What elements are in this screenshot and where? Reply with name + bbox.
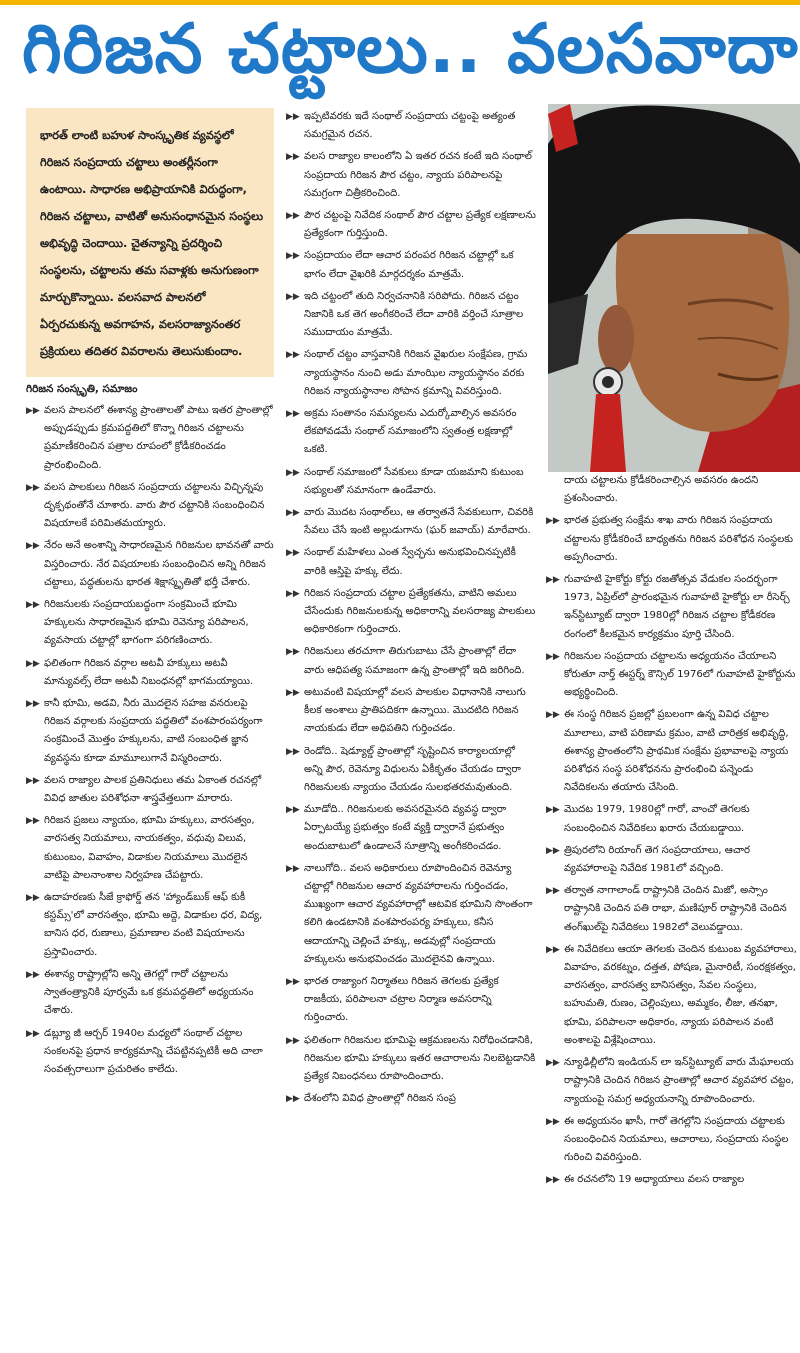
list-item: ▶▶ ఈ రచనలోని 19 అధ్యాయాలు వలస రాజ్యాల [546, 1171, 798, 1189]
list-item: ▶▶ ఈ నివేదికలు ఆయా తెగలకు చెందిన కుటుంబ వ్యవహారాలు, వివాహం, వరకట్నం, దత్తత, పోషణ, మైనారిటీ, సంరక్షకత్వం, వారసత్వం, వారసత్వ బానిసత్వం, సేవల సంస్థలు, బహుమతి, రుణం, చెల్లింపులు, అమ్మకం, లీజు, తనఖా, భూమి, పరిపాలనా అధికారం, న్యాయ పరిపాలన వంటి అంశాలపై విశ్లేషించాయి. [546, 941, 798, 1050]
list-item: ▶▶ ఫలితంగా గిరిజనుల భూమిపై ఆక్రమణలను నిరోధించడానికి, గిరిజనుల భూమి హక్కులు ఇతర ఆచారాలను నిలబెట్టడానికి ప్రత్యేక నిబంధనలు రూపొందించారు. [286, 1032, 536, 1087]
bullet-arrow-icon: ▶▶ [286, 1035, 300, 1046]
bullet-arrow-icon: ▶▶ [26, 541, 40, 552]
bullet-arrow-icon: ▶▶ [26, 482, 40, 493]
list-item: ▶▶ గువాహటి హైకోర్టు కోర్టు రజతోత్సవ వేడుకల సందర్భంగా 1973, ఏప్రిల్‌లో ప్రారంభమైన గువాహటి హైకోర్టు లా రీసెర్చ్ ఇన్‌స్టిట్యూట్ ద్వారా 1980ల్లో గిరిజన చట్టాల క్రోడీకరణ రంగంలో కీలకమైన కార్యక్రమం పూర్తి చేసింది. [546, 571, 798, 644]
list-item: ▶▶ గిరిజన సంప్రదాయ చట్టాల ప్రత్యేకతను, వాటిని అమలు చేసేందుకు గిరిజనులకున్న అధికారాన్ని వలసరాజ్య పాలకులు అధికారికంగా గుర్తించారు. [286, 585, 536, 640]
bullet-arrow-icon: ▶▶ [26, 1028, 40, 1039]
section-subhead: గిరిజన సంస్కృతి, సమాజం [26, 383, 138, 395]
list-item: ▶▶ సంప్రదాయం లేదా ఆచార పరంపర గిరిజన చట్టాల్లో ఒక భాగం లేదా వైఖరికి మార్గదర్శకం మాత్రమే. [286, 247, 536, 283]
bullet-arrow-icon: ▶▶ [286, 350, 300, 361]
list-item: ▶▶ ఈ సంస్థ గిరిజన ప్రజల్లో ప్రబలంగా ఉన్న వివిధ చట్టాల మూలాలు, వాటి పరిణామ క్రమం, వాటి చారిత్రక అభివృద్ధి, ఈశాన్య ప్రాంతంలోని ప్రాథమిక సంక్షేమ ప్రభావాలపై న్యాయ పరిశోధన సంస్థ పరిశోధనను ప్రారంభించి పన్నెండు నివేదికలను తయారు చేసింది. [546, 706, 798, 797]
col3-bullet-list [546, 512, 798, 1189]
bullet-arrow-icon: ▶▶ [26, 775, 40, 786]
bullet-arrow-icon: ▶▶ [286, 409, 300, 420]
column-2 [286, 108, 536, 1353]
column-3 [546, 472, 798, 1353]
list-item: ▶▶ ఈ అధ్యయనం ఖాసీ, గారో తెగల్లోని సంప్రదాయ చట్టాలకు సంబంధించిన నియమాలు, ఆచారాలు, సంప్రదాయ సంస్థల గురించి వివరిస్తుంది. [546, 1113, 798, 1168]
list-item: ▶▶ ఉదాహరణకు సీజే క్రాఫోర్డ్ తన 'హ్యాండ్‌బుక్ ఆఫ్ కుకీ కస్టమ్స్‌'లో వారసత్వం, భూమి అద్దె, విడాకుల ధర, విద్య, బానిస ధర, రుణాలు, ప్రమాణాల వంటి విషయాలను ప్రస్తావించారు. [26, 889, 274, 962]
bullet-arrow-icon: ▶▶ [26, 699, 40, 710]
list-item: ▶▶ ఇది చట్టంలో తుది నిర్వచనానికి సరిపోదు. గిరిజన చట్టం నిజానికి ఒక తెగ అంగీకరించే లేదా వారికి వర్తించే సూత్రాల సముదాయం మాత్రమే. [286, 288, 536, 343]
tribal-elder-image [548, 104, 800, 472]
article-photo [548, 104, 800, 472]
list-item: ▶▶ ఈశాన్య రాష్ట్రాల్లోని అన్ని తెగల్లో గారో చట్టాలను స్వాతంత్ర్యానికి పూర్వమే ఒక క్రమపద్ధతిలో అధ్యయనం చేశారు. [26, 966, 274, 1021]
bullet-arrow-icon: ▶▶ [546, 651, 560, 662]
bullet-arrow-icon: ▶▶ [546, 516, 560, 527]
bullet-arrow-icon: ▶▶ [546, 944, 560, 955]
list-item: ▶▶ గిరిజనులు తరచూగా తిరుగుబాటు చేసే ప్రాంతాల్లో లేదా వారు ఆధిపత్య సమాజంగా ఉన్న ప్రాంతాల్లో ఇది జరిగింది. [286, 643, 536, 679]
intro-box: భారత్ లాంటి బహుళ సాంస్కృతిక వ్యవస్థలో గిరిజన సంప్రదాయ చట్టాలు అంతర్లీనంగా ఉంటాయి. సాధారణ అభిప్రాయానికి విరుద్ధంగా, గిరిజన చట్టాలు, వాటితో అనుసంధానమైన సంస్థలు అభివృద్ధి చెందాయి. చైతన్యాన్ని ప్రదర్శించి సంస్థలను, చట్టాలను తమ సవాళ్లకు అనుగుణంగా మార్చుకొన్నాయి. వలసవాద పాలనలో ఏర్పరచుకున్న అవగాహన, వలసరాజ్యానంతర ప్రక్రియలు తదితర వివరాలను తెలుసుకుందాం. [26, 108, 274, 377]
list-item: ▶▶ నాలుగోది.. వలస అధికారులు రూపొందించిన రెవెన్యూ చట్టాల్లో గిరిజనుల ఆచార వ్యవహారాలను గుర్తించడం, ముఖ్యంగా ఆచార వ్యవహారాల్లో ఆటవిక భూమిని సొంతంగా కలిగి ఉండటానికి వంశపారంపర్య హక్కులు, కనీస ఆదాయాన్ని చెల్లించే హక్కు, అడవుల్లో సంప్రదాయ హక్కులను అనుభవించడం మొదలైనవి ఉన్నాయి. [286, 860, 536, 969]
bullet-arrow-icon: ▶▶ [286, 687, 300, 698]
bullet-arrow-icon: ▶▶ [546, 886, 560, 897]
bullet-arrow-icon: ▶▶ [546, 575, 560, 586]
list-item: ▶▶ పౌర చట్టంపై నివేదిక సంథాల్ పౌర చట్టాల ప్రత్యేక లక్షణాలను ప్రత్యేకంగా గుర్తిస్తుంది. [286, 207, 536, 243]
list-item: ▶▶ న్యూఢిల్లీలోని ఇండియన్ లా ఇన్‌స్టిట్యూట్ వారు మేఘాలయ రాష్ట్రానికి చెందిన గిరిజన ప్రాంతాల్లో ఆచార వ్యవహార చట్టం, న్యాయంపై సమగ్ర అధ్యయనాన్ని రూపొందించారు. [546, 1054, 798, 1109]
list-item: ▶▶ డబ్ల్యూ జీ ఆర్చర్ 1940ల మధ్యలో సంథాల్ చట్టాల సంకలనపై ప్రధాన కార్యక్రమాన్ని చేపట్టినప్పటికీ అది చాలా సంవత్సరాలుగా ప్రచురితం కాలేదు. [26, 1025, 274, 1080]
bullet-arrow-icon: ▶▶ [286, 152, 300, 163]
list-item: ▶▶ వారు మొదట సంథాల్‌లు, ఆ తర్వాతనే సేవకులుగా, చివరికి సేవలు చేసే ఇంటి అల్లుడుగాను (ఘర్ జవాయ్) మారేవారు. [286, 504, 536, 540]
bullet-arrow-icon: ▶▶ [286, 548, 300, 559]
list-item: ▶▶ తర్వాత నాగాలాండ్ రాష్ట్రానికి చెందిన మిజో, అస్సాం రాష్ట్రానికి చెందిన పతి రాభా, మణిపూర్ రాష్ట్రానికి చెందిన తంగ్‌ఖుల్‌పై నివేదికలు 1982లో వెలువడ్డాయి. [546, 882, 798, 937]
list-item: ▶▶ వలస రాజ్యాల పాలక ప్రతినిధులు తమ ఏకాంత రచనల్లో వివిధ జాతుల పరిశోధనా శాస్త్రవేత్తలుగా మారారు. [26, 772, 274, 808]
bullet-arrow-icon: ▶▶ [286, 1094, 300, 1105]
list-item: ▶▶ వలస పాలకులు గిరిజన సంప్రదాయ చట్టాలను విచ్ఛిన్నపు దృక్పథంతోనే చూశారు. వారు పౌర చట్టానికి సంబంధించిన విషయాలకే పరిమితమయ్యారు. [26, 479, 274, 534]
bullet-arrow-icon: ▶▶ [286, 467, 300, 478]
list-item: ▶▶ సంథాల్ మహిళలు ఎంత స్వేచ్ఛను అనుభవించినప్పటికీ వారికి ఆస్తిపై హక్కు లేదు. [286, 544, 536, 580]
bullet-arrow-icon: ▶▶ [26, 658, 40, 669]
bullet-arrow-icon: ▶▶ [546, 710, 560, 721]
bullet-arrow-icon: ▶▶ [286, 251, 300, 262]
bullet-arrow-icon: ▶▶ [546, 805, 560, 816]
list-item: ▶▶ సంథాల్ చట్టం వాస్తవానికి గిరిజన వైఖరుల సంక్షేపణ, గ్రామ న్యాయస్థానం నుంచి అడు మాంఝిల న్యాయస్థానం వరకు గిరిజన న్యాయస్థానాల సోపాన క్రమాన్ని వివరిస్తుంది. [286, 346, 536, 401]
bullet-arrow-icon: ▶▶ [546, 1175, 560, 1186]
bullet-arrow-icon: ▶▶ [26, 969, 40, 980]
col2-bullet-list [286, 108, 536, 1108]
bullet-arrow-icon: ▶▶ [286, 112, 300, 122]
bullet-arrow-icon: ▶▶ [546, 1058, 560, 1069]
bullet-arrow-icon: ▶▶ [286, 976, 300, 987]
column-1 [26, 108, 274, 1353]
bullet-arrow-icon: ▶▶ [286, 863, 300, 874]
bullet-arrow-icon: ▶▶ [546, 1116, 560, 1127]
list-item: ▶▶ వలస పాలనలో ఈశాన్య ప్రాంతాలతో పాటు ఇతర ప్రాంతాల్లో అప్పుడప్పుడు క్రమపద్ధతిలో కొన్నా గిరిజన చట్టాలను ప్రమాణీకరించిన పత్రాల రూపంలో క్రోడీకరించడం ప్రారంభించింది. [26, 402, 274, 475]
list-item: ▶▶ అక్రమ సంతానం సమస్యలను ఎదుర్కోవాల్సిన అవసరం లేకపోవడమే సంథాల్ సమాజంలోని స్వతంత్ర లక్షణాల్లో ఒకటి. [286, 405, 536, 460]
list-item: ▶▶ అటువంటి విషయాల్లో వలస పాలకుల విధానానికి నాలుగు కీలక అంశాలు ప్రాతిపదికగా ఉన్నాయి. మొదటిది గిరిజన నాయకుడు లేదా అధిపతిని గుర్తించడం. [286, 684, 536, 739]
list-item: ▶▶ కానీ భూమి, అడవి, నీరు మొదలైన సహజ వనరులపై గిరిజన వర్గాలకు సంప్రదాయ పద్ధతిలో వంశపారంపర్యంగా సంక్రమించే మొత్తం హక్కులను, వాటి సంబంధిత జ్ఞాన వ్యవస్థను కూడా మామూలుగానే విస్మరించారు. [26, 695, 274, 768]
list-item: ▶▶ త్రిపురలోని రియాంగ్ తెగ సంప్రదాయాలు, ఆచార వ్యవహారాలపై నివేదిక 1981లో వచ్చింది. [546, 842, 798, 878]
bullet-arrow-icon: ▶▶ [286, 588, 300, 599]
list-item: ▶▶ రెండోది.. షెడ్యూల్డ్ ప్రాంతాల్లో సృష్టించిన కార్యాలయాల్లో అన్ని పౌర, రెవెన్యూ విధులను ఏకీకృతం చేయడం ద్వారా గిరిజనులకు న్యాయం చేయడం సులభతరమవుతుంది. [286, 743, 536, 798]
bullet-arrow-icon: ▶▶ [26, 600, 40, 611]
continued-text: దాయ చట్టాలను క్రోడీకరించాల్సిన అవసరం ఉందని ప్రశంసించారు. [564, 475, 759, 505]
list-item: ▶▶ వలస రాజ్యాల కాలంలోని ఏ ఇతర రచన కంటే ఇది సంథాల్ సంప్రదాయ గిరిజన పౌర చట్టం, న్యాయ పరిపాలనపై సమగ్రంగా చిత్రీకరించింది. [286, 148, 536, 203]
bullet-arrow-icon: ▶▶ [286, 647, 300, 658]
bullet-arrow-icon: ▶▶ [26, 893, 40, 904]
bullet-arrow-icon: ▶▶ [286, 746, 300, 757]
list-item: ▶▶ భారత రాజ్యాంగ నిర్మాతలు గిరిజన తెగలకు ప్రత్యేక రాజకీయ, పరిపాలనా చట్రాల నిర్మాణ అవసరాన్ని గుర్తించారు. [286, 973, 536, 1028]
list-item: ▶▶ మూడోది.. గిరిజనులకు అవసరమైనది వ్యవస్థ ద్వారా ఏర్పాటయ్యే ప్రభుత్వం కంటే వ్యక్తి ద్వారానే ప్రభుత్వం అందుబాటులో ఉండాలనే సూత్రాన్ని అంగీకరించడం. [286, 801, 536, 856]
list-item: ▶▶ దేశంలోని వివిధ ప్రాంతాల్లో గిరిజన సంప్ర [286, 1090, 536, 1108]
bullet-arrow-icon: ▶▶ [286, 211, 300, 222]
col1-bullet-list [26, 402, 274, 1079]
bullet-arrow-icon: ▶▶ [286, 291, 300, 302]
list-item: ▶▶ గిరిజనుల సంప్రదాయ చట్టాలను అధ్యయనం చేయాలని కోరుతూ నార్త్ ఈస్టర్న్ కౌన్సిల్ 1976లో గువాహటి హైకోర్టును అభ్యర్థించింది. [546, 648, 798, 703]
article-headline: గిరిజన చట్టాలు.. వలసవాదా [22, 10, 799, 89]
bullet-arrow-icon: ▶▶ [546, 845, 560, 856]
list-item: ▶▶ గిరిజనులకు సంప్రదాయబద్ధంగా సంక్రమించే భూమి హక్కులను సాధారణమైన భూమి రెవెన్యూ పరిపాలన, వ్యవసాయ చట్టాల్లో భాగంగా పరిగణించారు. [26, 596, 274, 651]
bullet-arrow-icon: ▶▶ [26, 816, 40, 827]
bullet-arrow-icon: ▶▶ [286, 805, 300, 816]
list-item: ▶▶ భారత ప్రభుత్వ సంక్షేమ శాఖ వారు గిరిజన సంప్రదాయ చట్టాలను క్రోడీకరించే బాధ్యతను గిరిజన పరిశోధన సంస్థలకు అప్పగించారు. [546, 512, 798, 567]
list-item: ▶▶ ఫలితంగా గిరిజన వర్గాల అటవీ హక్కులు అటవీ మాన్యువల్స్ లేదా అటవీ నిబంధనల్లో భాగమయ్యాయి. [26, 655, 274, 691]
list-item: ▶▶ గిరిజన ప్రజలు న్యాయం, భూమి హక్కులు, వారసత్వం, వారసత్వ నియమాలు, నాయకత్వం, వధువు విలువ, కుటుంబం, వివాహం, విడాకుల నియమాలు మొదలైన వాటిపై పాలనాంశాల నిర్వహణ చేపట్టారు. [26, 812, 274, 885]
list-item: ▶▶ నేరం అనే అంశాన్ని సాధారణమైన గిరిజనుల భావనతో వారు విస్తరించారు. నేర విషయాలకు సంబంధించిన అన్ని గిరిజన చట్టాలు, పద్ధతులను భారత శిక్షాస్మృతితో భర్తీ చేశారు. [26, 537, 274, 592]
list-item: ▶▶ మొదట 1979, 1980ల్లో గారో, వాంచో తెగలకు సంబంధించిన నివేదికలు ఖరారు చేయబడ్డాయి. [546, 801, 798, 837]
list-item: ▶▶ సంథాల్ సమాజంలో సేవకులు కూడా యజమాని కుటుంబ సభ్యులతో సమానంగా ఉండేవారు. [286, 464, 536, 500]
bullet-arrow-icon: ▶▶ [26, 406, 40, 416]
bullet-arrow-icon: ▶▶ [286, 508, 300, 519]
list-item: ▶▶ ఇప్పటివరకు ఇదే సంథాల్ సంప్రదాయ చట్టంపై అత్యంత సమగ్రమైన రచన. [286, 108, 536, 144]
